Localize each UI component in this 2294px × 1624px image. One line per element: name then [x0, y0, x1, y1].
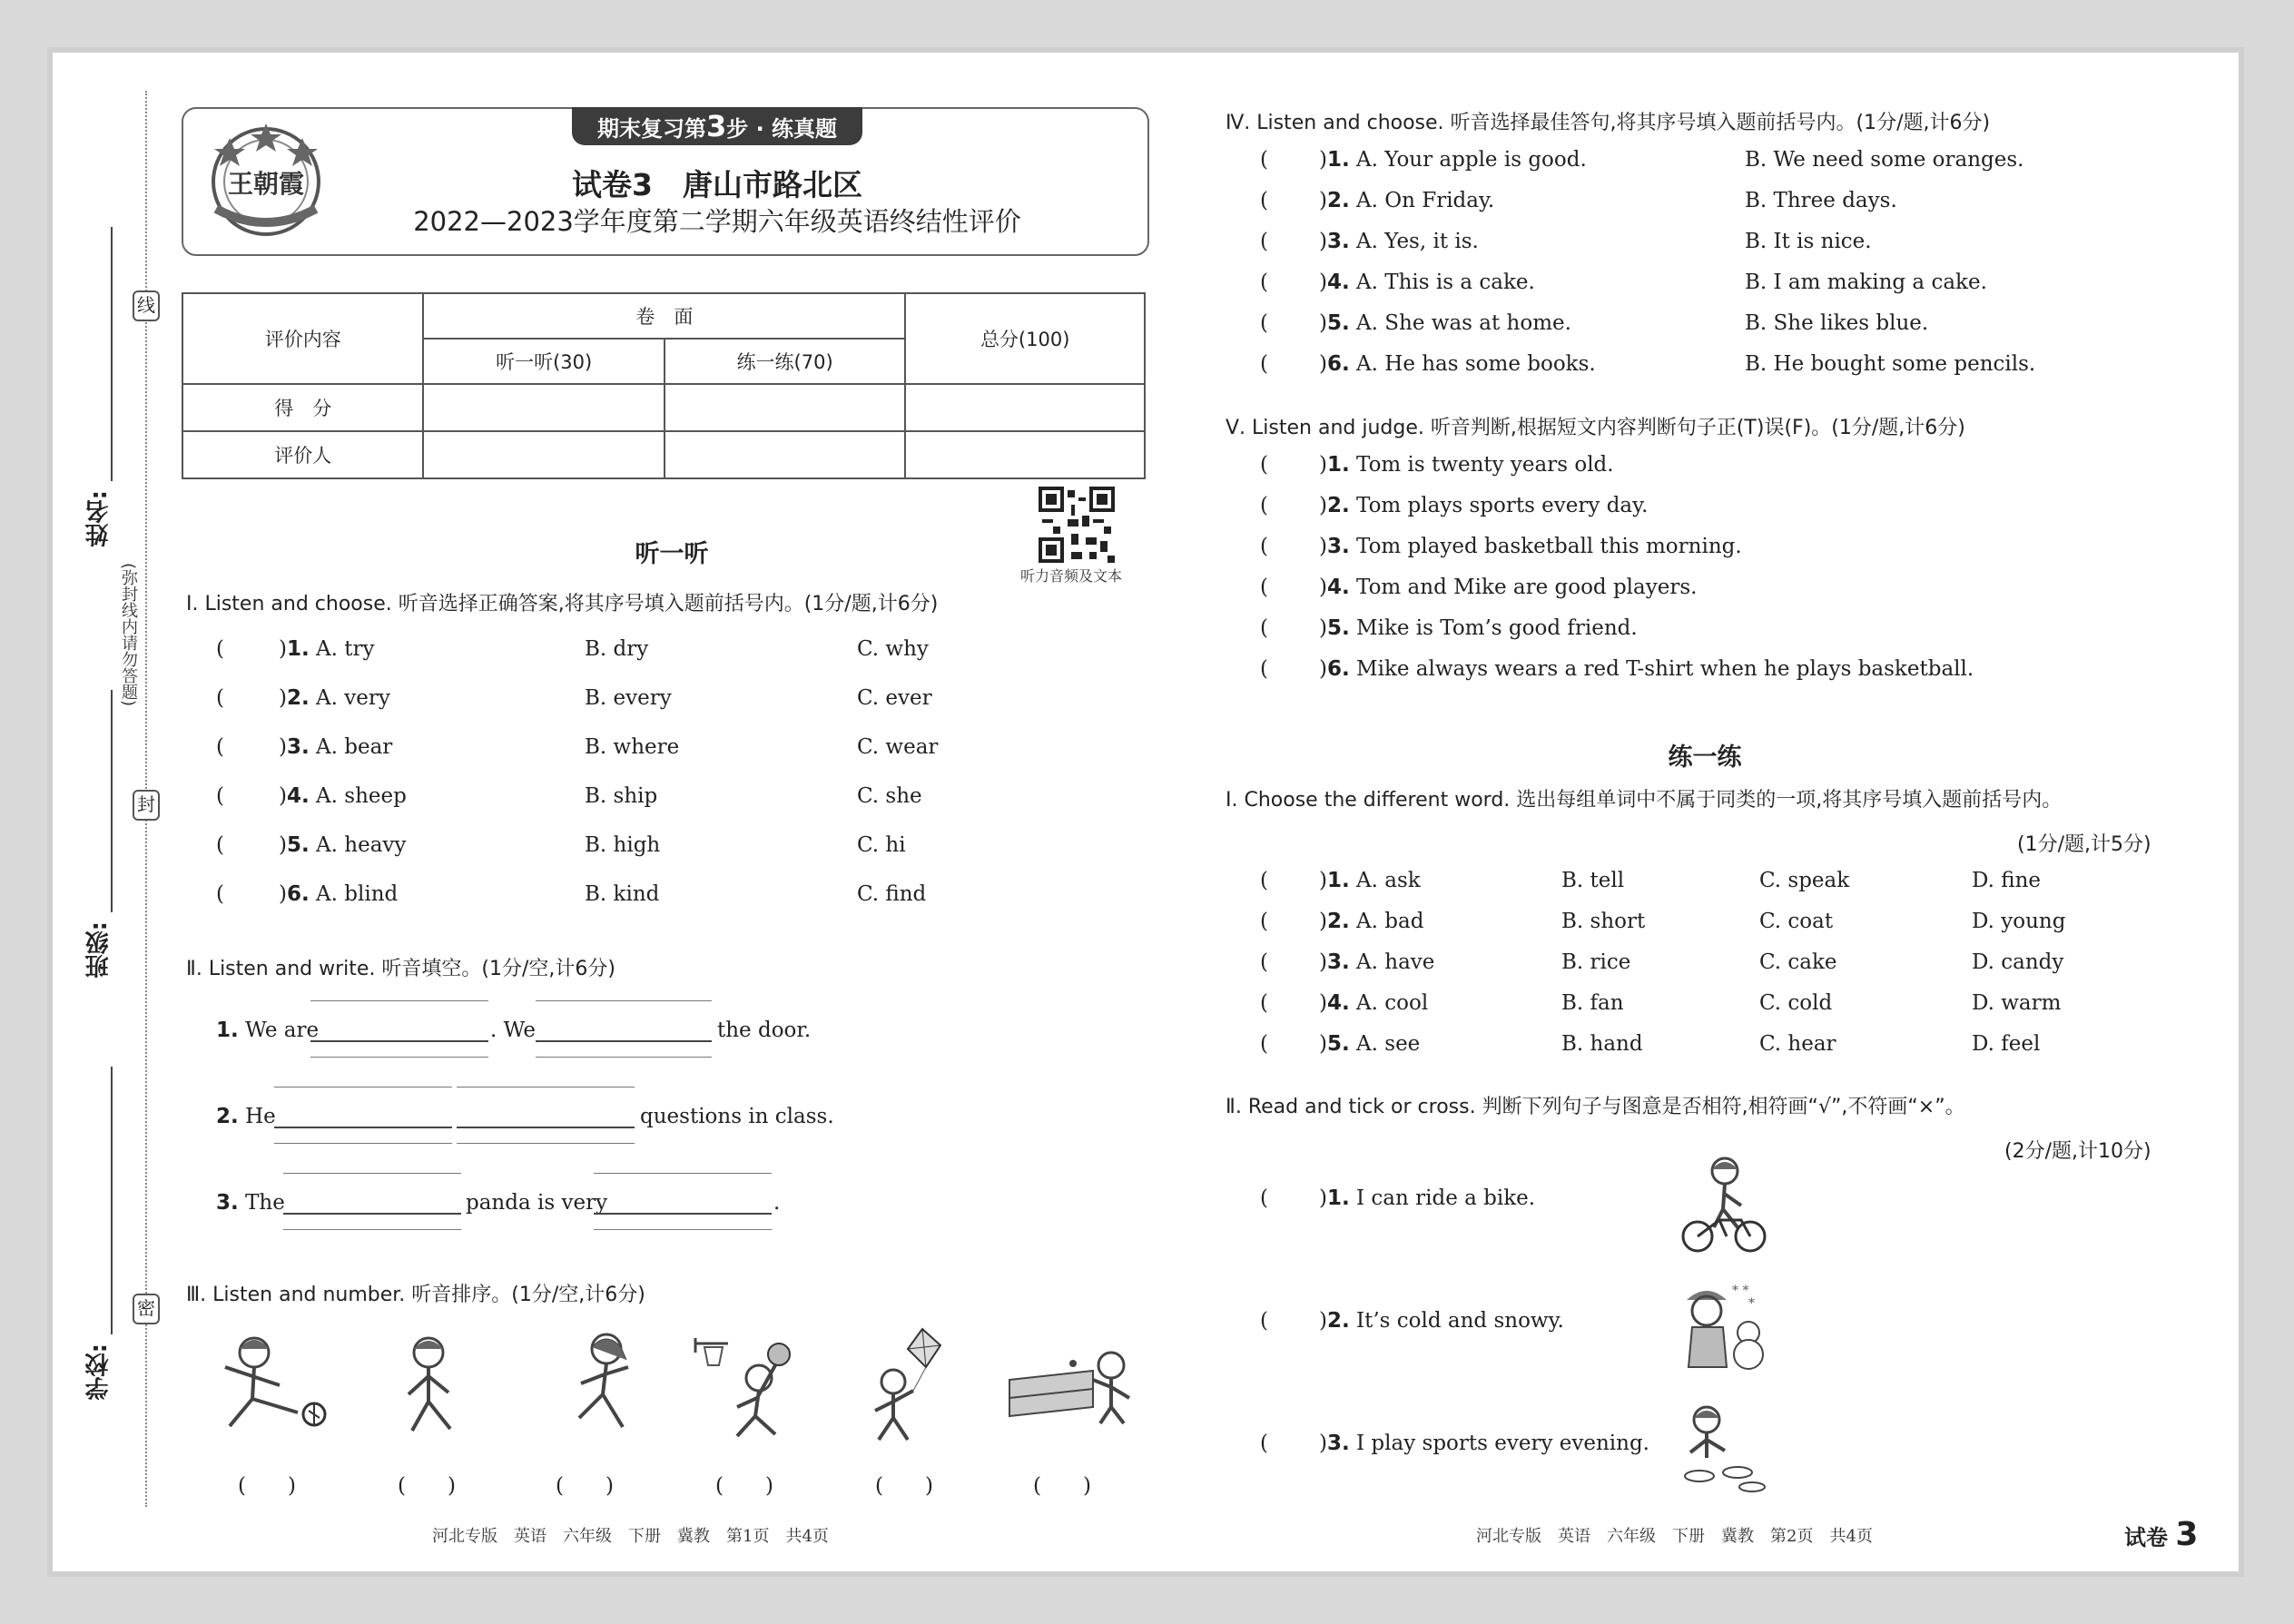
part5-heading: Ⅴ. Listen and judge. 听音判断,根据短文内容判断句子正(T)误(F)。(1分/题,计6分)	[1226, 417, 1965, 439]
header-tab	[572, 107, 862, 145]
part2-s1-text2: . We	[490, 1019, 536, 1042]
part4-opt-b: B. She likes blue.	[1745, 311, 1929, 335]
part4-num: 6.	[1326, 352, 1350, 376]
write-guide-line	[536, 1057, 712, 1058]
part4-item-2[interactable]: ( )2. A. On Friday.	[1260, 189, 1495, 212]
part5-item-4[interactable]: ( )4. Tom and Mike are good players.	[1260, 576, 1698, 599]
partA-item-1[interactable]: ( )1. A. ask	[1260, 869, 1421, 892]
picture-kicking-football	[207, 1331, 334, 1440]
picture-cold-snowy	[1669, 1280, 1768, 1374]
partA-opt-d: D. candy	[1972, 950, 2064, 974]
partA-opt-d: D. warm	[1972, 991, 2062, 1015]
partA-opt-a: A. bad	[1356, 910, 1424, 933]
part4-opt-b: B. He bought some pencils.	[1745, 352, 2036, 376]
part4-opt-b: B. Three days.	[1745, 189, 1897, 212]
picture-flying-kite	[862, 1327, 953, 1445]
partB-text: It’s cold and snowy.	[1356, 1309, 1564, 1333]
partA-opt-a: A. have	[1356, 950, 1435, 974]
write-guide-line	[457, 1143, 635, 1144]
part3-bracket-5[interactable]: ( )	[875, 1474, 933, 1498]
partA-opt-b: B. fan	[1561, 991, 1624, 1015]
partA-opt-b: B. short	[1561, 910, 1646, 933]
part4-item-6[interactable]: ( )6. A. He has some books.	[1260, 352, 1596, 376]
write-guide-line	[594, 1173, 772, 1174]
part4-num: 5.	[1326, 311, 1350, 335]
part2-s1-text3: the door.	[717, 1019, 812, 1042]
part1-opt-a: A. bear	[316, 735, 393, 759]
part4-heading: Ⅳ. Listen and choose. 听音选择最佳答句,将其序号填入题前括号内。(1分/题,计6分)	[1226, 112, 1991, 134]
qr-caption: 听力音频及文本	[1020, 567, 1123, 585]
part2-s3-num: 3.	[216, 1191, 239, 1215]
partA-opt-a: A. ask	[1356, 869, 1421, 892]
grader-listen-cell[interactable]	[423, 431, 664, 478]
partA-opt-c: C. hear	[1759, 1032, 1836, 1056]
part5-text: Tom and Mike are good players.	[1356, 576, 1698, 599]
partB-score: (2分/题,计10分)	[2004, 1140, 2151, 1163]
write-guide-line	[283, 1229, 461, 1230]
publisher-logo	[198, 118, 334, 245]
part2-s2-text2: questions in class.	[640, 1105, 834, 1128]
part5-text: Tom is twenty years old.	[1356, 453, 1614, 477]
part1-opt-a: A. heavy	[316, 833, 407, 857]
part1-opt-b: B. high	[585, 833, 661, 857]
part5-num: 4.	[1326, 576, 1350, 599]
part5-num: 5.	[1326, 616, 1350, 640]
paper-title: 试卷3 唐山市路北区	[572, 167, 862, 202]
part5-item-1[interactable]: ( )1. Tom is twenty years old.	[1260, 453, 1614, 477]
part5-text: Tom played basketball this morning.	[1356, 535, 1742, 558]
part3-bracket-3[interactable]: ( )	[556, 1474, 614, 1498]
part1-opt-b: B. kind	[585, 882, 660, 906]
partA-opt-d: D. feel	[1972, 1032, 2041, 1056]
partA-opt-a: A. see	[1356, 1032, 1421, 1056]
th-content: 评价内容	[182, 293, 423, 384]
partA-opt-d: D. young	[1972, 910, 2066, 933]
blank-3[interactable]	[274, 1127, 452, 1128]
paper-corner-label	[2124, 1516, 2198, 1553]
picture-eating-dinner	[1672, 1400, 1772, 1496]
part4-opt-b: B. It is nice.	[1745, 230, 1872, 253]
part1-opt-a: A. sheep	[316, 784, 407, 808]
part5-item-5[interactable]: ( )5. Mike is Tom’s good friend.	[1260, 616, 1638, 640]
part3-bracket-4[interactable]: ( )	[715, 1474, 773, 1498]
part5-num: 6.	[1326, 657, 1350, 681]
part4-opt-a: A. He has some books.	[1356, 352, 1596, 376]
part2-s3-text2: panda is very	[466, 1191, 608, 1215]
part2-s3-text1: The	[245, 1191, 285, 1215]
partA-opt-b: B. tell	[1561, 869, 1625, 892]
part2-s3-text3: .	[773, 1191, 781, 1215]
part2-s1-start	[216, 1019, 319, 1042]
part2-s2-text1: He	[245, 1105, 276, 1128]
header-tab-num: 3	[705, 109, 727, 143]
partA-num: 4.	[1326, 991, 1350, 1015]
partA-opt-b: B. rice	[1561, 950, 1631, 974]
picture-boy-walking	[381, 1331, 481, 1440]
grader-practice-cell[interactable]	[665, 431, 905, 478]
part1-item-3[interactable]: ( )3. A. bear	[216, 735, 393, 759]
part5-item-3[interactable]: ( )3. Tom played basketball this morning.	[1260, 535, 1742, 558]
partB-text: I can ride a bike.	[1356, 1186, 1536, 1210]
part4-item-3[interactable]: ( )3. A. Yes, it is.	[1260, 230, 1479, 253]
school-field[interactable]	[111, 1067, 113, 1334]
write-guide-line	[310, 1057, 488, 1058]
score-total-cell[interactable]	[905, 384, 1145, 431]
partA-num: 2.	[1326, 910, 1350, 933]
part1-opt-a: A. blind	[316, 882, 399, 906]
blank-2[interactable]	[536, 1040, 712, 1042]
part4-num: 2.	[1326, 189, 1350, 212]
part5-num: 3.	[1326, 535, 1350, 558]
write-guide-line	[594, 1229, 772, 1230]
part1-opt-c: C. find	[857, 882, 927, 906]
header-tab-prefix: 期末复习第	[596, 116, 706, 142]
corner-label: 试卷	[2124, 1525, 2168, 1550]
part2-heading: Ⅱ. Listen and write. 听音填空。(1分/空,计6分)	[186, 958, 615, 980]
blank-4[interactable]	[457, 1127, 635, 1128]
partA-item-3[interactable]: ( )3. A. have	[1260, 950, 1435, 974]
partA-num: 5.	[1326, 1032, 1350, 1056]
svg-text:王朝霞: 王朝霞	[227, 169, 305, 199]
part1-opt-c: C. why	[857, 637, 929, 661]
blank-1[interactable]	[310, 1040, 488, 1042]
partA-heading: Ⅰ. Choose the different word. 选出每组单词中不属于同类的一项,将其序号填入题前括号内。	[1226, 789, 2063, 812]
part1-num: 2.	[286, 686, 310, 710]
part1-item-2[interactable]: ( )2. A. very	[216, 686, 390, 710]
right-footer: 河北专版 英语 六年级 下册 冀教 第2页 共4页	[1476, 1527, 1873, 1546]
partA-item-5[interactable]: ( )5. A. see	[1260, 1032, 1421, 1056]
corner-number: 3	[2175, 1516, 2199, 1553]
part1-opt-b: B. dry	[585, 637, 649, 661]
write-guide-line	[310, 1000, 488, 1001]
part2-s1-num: 1.	[216, 1019, 239, 1042]
part1-opt-c: C. hi	[857, 833, 906, 857]
binding-note: (弥封线内请勿答题)	[119, 563, 138, 707]
write-guide-line	[536, 1000, 712, 1001]
part4-item-4[interactable]: ( )4. A. This is a cake.	[1260, 271, 1535, 294]
part1-num: 5.	[286, 833, 310, 857]
picture-basketball	[692, 1334, 801, 1443]
write-guide-line	[274, 1087, 452, 1088]
part1-opt-b: B. every	[585, 686, 672, 710]
part1-num: 3.	[286, 735, 310, 759]
section-practice-title: 练一练	[1668, 743, 1742, 772]
part4-opt-a: A. She was at home.	[1356, 311, 1571, 335]
school-label: 学校:	[85, 1343, 113, 1401]
part1-item-6[interactable]: ( )6. A. blind	[216, 882, 399, 906]
part1-opt-b: B. ship	[585, 784, 658, 808]
part4-num: 1.	[1326, 148, 1350, 172]
part4-item-1[interactable]: ( )1. A. Your apple is good.	[1260, 148, 1587, 172]
part1-item-1[interactable]: ( )1. A. try	[216, 637, 375, 661]
part5-text: Mike always wears a red T-shirt when he plays basketball.	[1356, 657, 1974, 681]
part2-s2-num: 2.	[216, 1105, 239, 1128]
binding-char-dense: 密	[133, 1294, 160, 1324]
part1-opt-a: A. very	[316, 686, 390, 710]
partB-num: 1.	[1326, 1186, 1350, 1210]
write-guide-line	[283, 1173, 461, 1174]
partA-opt-c: C. speak	[1759, 869, 1850, 892]
paper-subtitle: 2022—2023学年度第二学期六年级英语终结性评价	[413, 206, 1021, 237]
partA-num: 3.	[1326, 950, 1350, 974]
partA-item-2[interactable]: ( )2. A. bad	[1260, 910, 1424, 933]
partA-item-4[interactable]: ( )4. A. cool	[1260, 991, 1429, 1015]
class-field[interactable]	[111, 690, 113, 912]
part5-num: 2.	[1326, 494, 1350, 517]
part1-opt-a: A. try	[316, 637, 375, 661]
blank-5[interactable]	[283, 1213, 461, 1215]
section-listen-title: 听一听	[635, 540, 709, 568]
partB-item-3[interactable]: ( )3. I play sports every evening.	[1260, 1432, 1649, 1455]
part1-heading: Ⅰ. Listen and choose. 听音选择正确答案,将其序号填入题前括号内。(1分/题,计6分)	[186, 593, 939, 615]
partA-opt-c: C. coat	[1759, 910, 1834, 933]
part2-s3-start	[216, 1191, 285, 1215]
partA-num: 1.	[1326, 869, 1350, 892]
score-table	[182, 292, 1146, 479]
name-label: 姓名:	[85, 490, 113, 547]
part1-num: 4.	[286, 784, 310, 808]
write-guide-line	[274, 1143, 452, 1144]
part5-text: Mike is Tom’s good friend.	[1356, 616, 1638, 640]
score-practice-cell[interactable]	[665, 384, 905, 431]
partA-opt-a: A. cool	[1356, 991, 1429, 1015]
th-listen: 听一听(30)	[423, 339, 664, 384]
blank-6[interactable]	[594, 1213, 772, 1215]
part5-item-2[interactable]: ( )2. Tom plays sports every day.	[1260, 494, 1649, 517]
part2-s1-text1: We are	[245, 1019, 320, 1042]
part4-num: 3.	[1326, 230, 1350, 253]
part1-item-5[interactable]: ( )5. A. heavy	[216, 833, 407, 857]
part4-opt-b: B. I am making a cake.	[1745, 271, 1987, 294]
row-score-label: 得 分	[182, 384, 423, 431]
binding-char-seal: 封	[133, 790, 160, 821]
part5-text: Tom plays sports every day.	[1356, 494, 1649, 517]
partB-heading: Ⅱ. Read and tick or cross. 判断下列句子与图意是否相符,相符画“√”,不符画“×”。	[1226, 1096, 1965, 1118]
part3-bracket-2[interactable]: ( )	[398, 1474, 456, 1498]
part4-opt-a: A. Yes, it is.	[1356, 230, 1479, 253]
part1-opt-c: C. ever	[857, 686, 932, 710]
partA-opt-b: B. hand	[1561, 1032, 1643, 1056]
partB-item-2[interactable]: ( )2. It’s cold and snowy.	[1260, 1309, 1564, 1333]
header-tab-suffix: 步 · 练真题	[726, 116, 838, 142]
binding-char-line: 线	[133, 290, 160, 321]
name-field[interactable]	[111, 227, 113, 481]
write-guide-line	[457, 1087, 635, 1088]
part1-num: 6.	[286, 882, 310, 906]
part4-item-5[interactable]: ( )5. A. She was at home.	[1260, 311, 1571, 335]
picture-girl-running	[554, 1327, 654, 1436]
part4-opt-b: B. We need some oranges.	[1745, 148, 2024, 172]
part4-num: 4.	[1326, 271, 1350, 294]
qr-code[interactable]	[1039, 487, 1115, 563]
part4-opt-a: A. On Friday.	[1356, 189, 1495, 212]
th-paper: 卷 面	[423, 293, 905, 339]
part2-s2-start	[216, 1105, 276, 1128]
partA-opt-d: D. fine	[1972, 869, 2042, 892]
part1-item-4[interactable]: ( )4. A. sheep	[216, 784, 407, 808]
partB-num: 2.	[1326, 1309, 1350, 1333]
th-total: 总分(100)	[905, 293, 1145, 384]
row-grader-label: 评价人	[182, 431, 423, 478]
grader-total-cell[interactable]	[905, 431, 1145, 478]
partB-item-1[interactable]: ( )1. I can ride a bike.	[1260, 1186, 1536, 1210]
part3-bracket-6[interactable]: ( )	[1033, 1474, 1091, 1498]
class-label: 班级:	[85, 921, 113, 979]
part1-num: 1.	[286, 637, 310, 661]
partB-text: I play sports every evening.	[1349, 1432, 1649, 1455]
score-listen-cell[interactable]	[423, 384, 664, 431]
part1-opt-c: C. she	[857, 784, 922, 808]
partA-score: (1分/题,计5分)	[2017, 833, 2151, 856]
th-practice: 练一练(70)	[665, 339, 905, 384]
part1-opt-c: C. wear	[857, 735, 939, 759]
picture-table-tennis	[1006, 1343, 1133, 1425]
part5-item-6[interactable]: ( )6. Mike always wears a red T-shirt when he plays basketball.	[1260, 657, 1974, 681]
picture-riding-bike	[1678, 1155, 1768, 1256]
part5-num: 1.	[1326, 453, 1350, 477]
partA-opt-c: C. cold	[1759, 991, 1833, 1015]
part4-opt-a: A. This is a cake.	[1356, 271, 1535, 294]
part1-opt-b: B. where	[585, 735, 680, 759]
part4-opt-a: A. Your apple is good.	[1356, 148, 1587, 172]
part3-bracket-1[interactable]: ( )	[238, 1474, 296, 1498]
part3-heading: Ⅲ. Listen and number. 听音排序。(1分/空,计6分)	[186, 1284, 645, 1306]
svg-text:* *: * *	[1732, 1284, 1749, 1298]
left-footer: 河北专版 英语 六年级 下册 冀教 第1页 共4页	[432, 1527, 829, 1546]
svg-text:*: *	[1748, 1296, 1755, 1311]
partA-opt-c: C. cake	[1759, 950, 1837, 974]
partB-num: 3.	[1326, 1432, 1350, 1455]
